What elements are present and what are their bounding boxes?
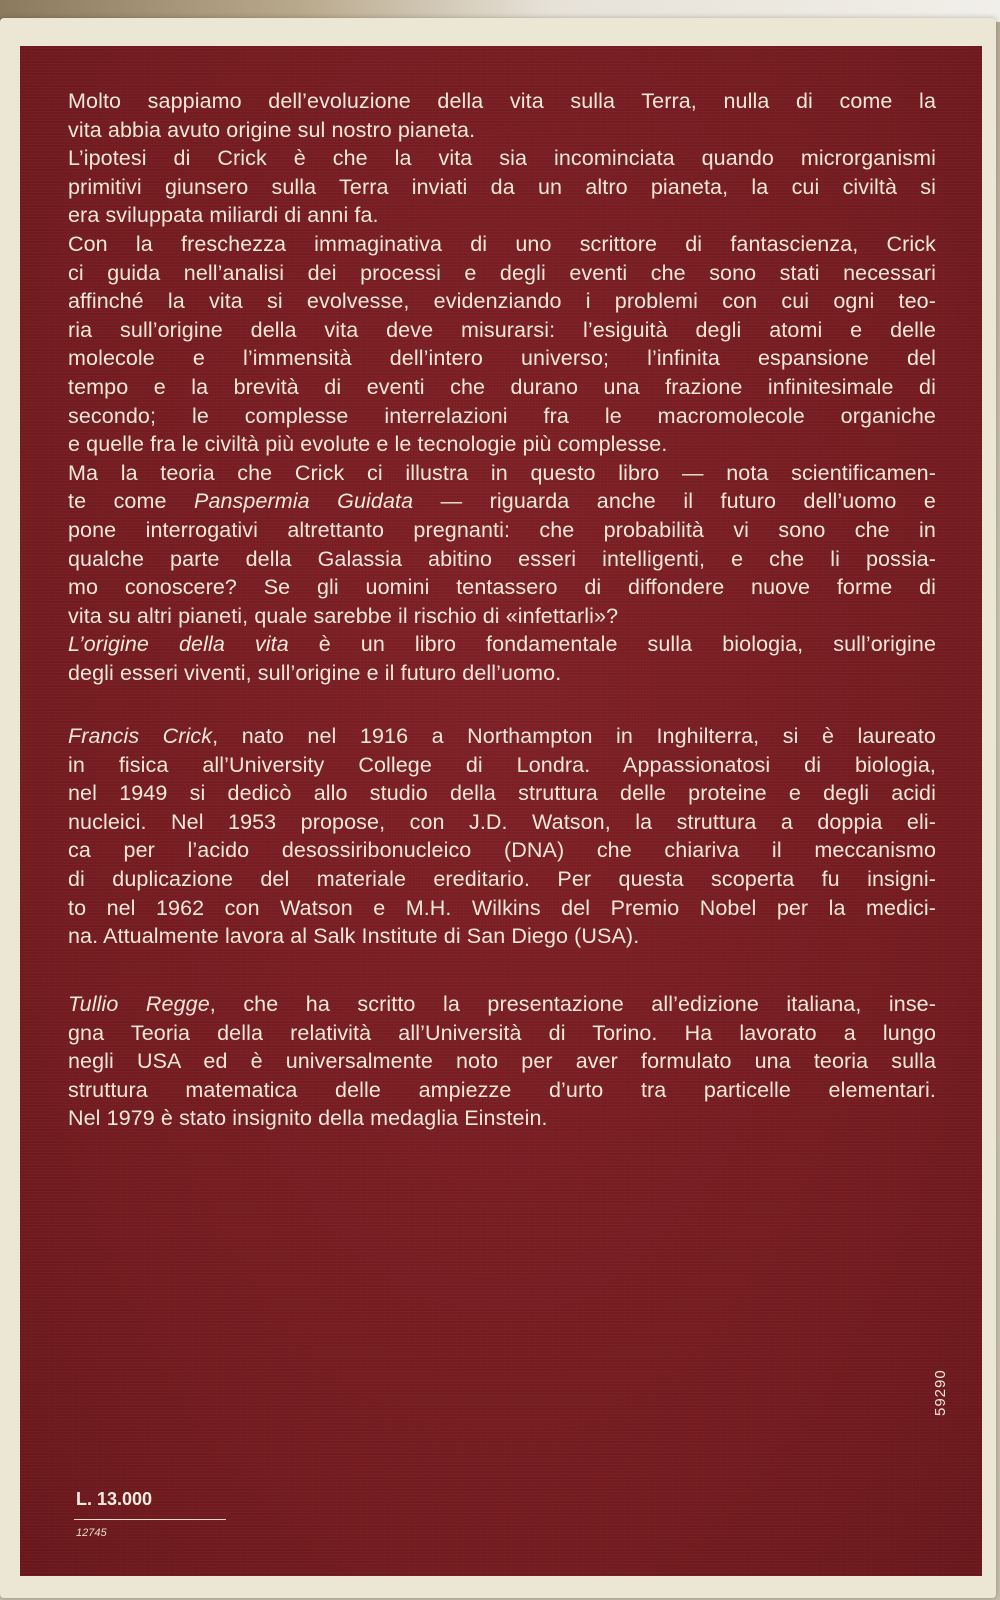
text-line: negli USA ed è universalmente noto per aver formulato una teoria sulla xyxy=(68,1049,936,1074)
text-line: in fisica all’University College di Londra. Appassionatosi di biologia, xyxy=(68,752,936,777)
text-line: na. Attualmente lavora al Salk Institute di San Diego (USA). xyxy=(68,924,640,949)
text-line: affinché la vita si evolvesse, evidenziando i problemi con cui ogni teo- xyxy=(68,289,936,314)
text-line: ci guida nell’analisi dei processi e degli eventi che sono stati necessari xyxy=(68,260,936,285)
text-line: Ma la teoria che Crick ci illustra in questo libro — nota scientificamen- xyxy=(68,460,936,485)
price-label: L. 13.000 xyxy=(76,1489,153,1509)
book-back-cover xyxy=(20,46,982,1576)
synopsis-text xyxy=(68,87,936,687)
vertical-code: 59290 xyxy=(932,1369,949,1416)
author-name: Francis Crick xyxy=(68,724,213,748)
text-line: di duplicazione del materiale ereditario. Per questa scoperta fu insigni- xyxy=(68,866,936,891)
text-line: Nel 1979 è stato insignito della medaglia Einstein. xyxy=(68,1106,548,1131)
text-line: L’ipotesi di Crick è che la vita sia incominciata quando microrganismi xyxy=(68,146,936,171)
text-line xyxy=(68,722,936,751)
text-line xyxy=(68,990,936,1019)
text-line: to nel 1962 con Watson e M.H. Wilkins del Premio Nobel per la medici- xyxy=(68,895,936,920)
text-line: Molto sappiamo dell’evoluzione della vita sulla Terra, nulla di come la xyxy=(68,89,936,113)
text-line: struttura matematica delle ampiezze d’urto tra particelle elementari. xyxy=(68,1077,936,1102)
text-run: , che ha scritto la presentazione all’edizione italiana, inse- xyxy=(209,992,937,1016)
text-line: secondo; le complesse interrelazioni fra le macromolecole organiche xyxy=(68,403,936,428)
text-line: era sviluppata miliardi di anni fa. xyxy=(68,203,379,228)
text-line: degli esseri viventi, sull’origine e il futuro dell’uomo. xyxy=(68,660,562,685)
text-line: nucleici. Nel 1953 propose, con J.D. Watson, la struttura a doppia eli- xyxy=(68,809,936,834)
author-bio-crick xyxy=(68,722,936,951)
text-run: — riguarda anche il futuro dell’uomo e xyxy=(413,489,936,514)
text-line: nel 1949 si dedicò allo studio della struttura delle proteine e degli acidi xyxy=(68,781,936,806)
text-line: pone interrogativi altrettanto pregnanti: che probabilità vi sono che in xyxy=(68,517,936,542)
text-line: Con la freschezza immaginativa di uno scrittore di fantascienza, Crick xyxy=(68,231,936,256)
presenter-name: Tullio Regge xyxy=(68,992,210,1016)
text-line: vita abbia avuto origine sul nostro pianeta. xyxy=(68,117,476,142)
text-line: ca per l’acido desossiribonucleico (DNA) che chiariva il meccanismo xyxy=(68,838,936,863)
text-line: e quelle fra le civiltà più evolute e le tecnologie più complesse. xyxy=(68,432,668,457)
text-line xyxy=(68,487,936,516)
text-run: è un libro fondamentale sulla biologia, sull’origine xyxy=(288,632,936,657)
text-run: te come xyxy=(68,489,194,514)
text-line: gna Teoria della relatività all’Università di Torino. Ha lavorato a lungo xyxy=(68,1020,936,1045)
text-line xyxy=(68,630,936,659)
catalog-code: 12745 xyxy=(76,1527,107,1539)
book-theory-title: Panspermia Guidata xyxy=(194,489,414,514)
text-line: ria sull’origine della vita deve misurarsi: l’esiguità degli atomi e delle xyxy=(68,317,936,342)
text-line: qualche parte della Galassia abitino esseri intelligenti, e che li possia- xyxy=(68,546,936,571)
price-divider xyxy=(74,1519,226,1520)
presenter-bio-regge xyxy=(68,990,936,1133)
text-run: , nato nel 1916 a Northampton in Inghilterra, si è laureato xyxy=(212,724,936,748)
text-line: tempo e la brevità di eventi che durano una frazione infinitesimale di xyxy=(68,374,936,399)
text-line: mo conoscere? Se gli uomini tentassero di diffondere nuove forme di xyxy=(68,575,936,600)
text-line: vita su altri pianeti, quale sarebbe il rischio di «infettarli»? xyxy=(68,603,619,628)
book-title: L’origine della vita xyxy=(68,632,289,657)
text-line: molecole e l’immensità dell’intero universo; l’infinita espansione del xyxy=(68,346,936,371)
text-line: primitivi giunsero sulla Terra inviati da un altro pianeta, la cui civiltà si xyxy=(68,174,936,199)
